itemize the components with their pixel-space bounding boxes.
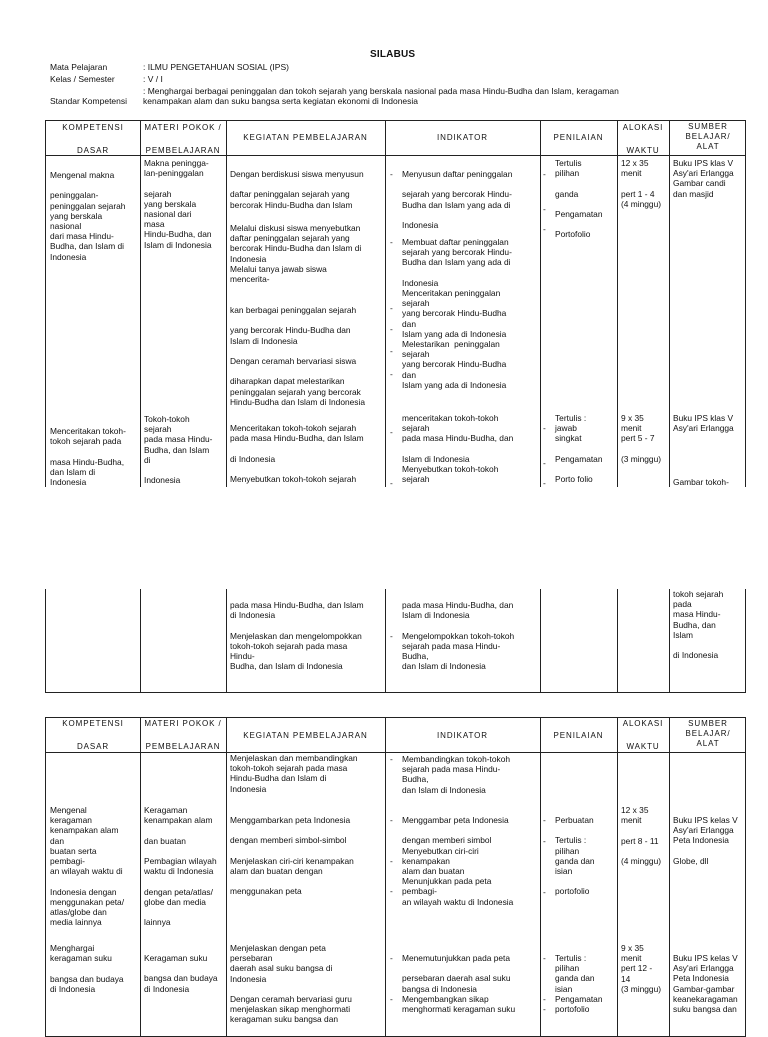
list-bullet: - xyxy=(390,237,393,247)
header-materi: MATERI POKOK / PEMBELAJARAN xyxy=(144,123,222,156)
list-bullet: - xyxy=(390,953,393,963)
materi-cell: Keragaman suku bangsa dan budaya di Indonesia xyxy=(144,953,218,994)
sumber-cell: Buku IPS klas V Asy'ari Erlangga xyxy=(673,413,734,434)
indikator-cell: Membandingkan tokoh-tokoh sejarah pada masa Hindu- Budha, dan Islam di Indonesia xyxy=(402,754,511,795)
kd-cell: Mengenal makna peninggalan- peninggalan sejarah yang berskala nasional dari masa Hindu- Budha, dan Islam di Indonesia xyxy=(50,170,126,262)
penilaian-cell: Tertulis : jawab singkat Pengamatan Porto folio xyxy=(555,413,603,485)
list-bullet: - xyxy=(543,1004,546,1014)
list-bullet: - xyxy=(390,303,393,313)
sumber-cell: tokoh sejarah pada masa Hindu- Budha, dan Islam di Indonesia xyxy=(673,589,724,661)
header-waktu: ALOKASI WAKTU xyxy=(622,123,664,156)
list-bullet: - xyxy=(543,169,546,179)
penilaian-cell: Perbuatan Tertulis : pilihan ganda dan isian portofolio xyxy=(555,815,595,897)
list-bullet: - xyxy=(543,423,546,433)
header-waktu: ALOKASI WAKTU xyxy=(622,719,664,752)
header-kd: KOMPETENSI DASAR xyxy=(62,123,124,156)
list-bullet: - xyxy=(390,754,393,764)
list-bullet: - xyxy=(390,478,393,488)
penilaian-cell: Tertulis pilihan ganda Pengamatan Portofolio xyxy=(555,158,603,240)
sumber-cell: Buku IPS kelas V Asy'ari Erlangga Peta Indonesia Globe, dll xyxy=(673,815,738,866)
silabus-table-3 xyxy=(45,717,746,1037)
waktu-cell: 12 x 35 menit pert 8 - 11 (4 minggu) xyxy=(621,805,662,867)
list-bullet: - xyxy=(390,994,393,1004)
kelas-label: Kelas / Semester xyxy=(50,74,115,84)
sumber-cell: Buku IPS kelas V Asy'ari Erlangga Peta Indonesia Gambar-gambar keanekaragaman suku bangsa dan xyxy=(673,953,738,1015)
list-bullet: - xyxy=(390,346,393,356)
header-indikator: INDIKATOR xyxy=(437,731,488,740)
list-bullet: - xyxy=(390,369,393,379)
kd-cell: Mengenal keragaman kenampakan alam dan buatan serta pembagi- an wilayah waktu di Indonesia dengan menggunakan peta/ atlas/globe dan media lainnya xyxy=(50,805,125,928)
materi-cell: Tokoh-tokoh sejarah pada masa Hindu- Budha, dan Islam di Indonesia xyxy=(144,414,213,486)
header-kd: KOMPETENSI DASAR xyxy=(62,719,124,752)
waktu-cell: 9 x 35 menit pert 5 - 7 (3 minggu) xyxy=(621,413,662,464)
kegiatan-cell: kan berbagai peninggalan sejarah yang bercorak Hindu-Budha dan Islam di Indonesia Dengan ceramah bervariasi siswa diharapkan dapat melestarikan peninggalan sejarah yang bercorak Hindu-Budha dan Islam di Indonesia xyxy=(230,305,366,407)
list-bullet: - xyxy=(543,204,546,214)
materi-cell: Keragaman kenampakan alam dan buatan Pembagian wilayah waktu di Indonesia dengan peta/atlas/ globe dan media lainnya xyxy=(144,805,217,928)
silabus-table-1 xyxy=(45,120,746,487)
sk-value-line2: kenampakan alam dan suku bangsa serta kegiatan ekonomi di Indonesia xyxy=(143,96,419,106)
header-kegiatan: KEGIATAN PEMBELAJARAN xyxy=(243,731,368,740)
header-penilaian: PENILAIAN xyxy=(553,133,604,142)
mapel-label: Mata Pelajaran xyxy=(50,62,108,72)
header-kegiatan: KEGIATAN PEMBELAJARAN xyxy=(243,133,368,142)
list-bullet: - xyxy=(390,169,393,179)
list-bullet: - xyxy=(390,324,393,334)
kegiatan-cell: Menceritakan tokoh-tokoh sejarah pada masa Hindu-Budha, dan Islam di Indonesia Menyebutkan tokoh-tokoh sejarah xyxy=(230,423,364,485)
kd-cell: Menghargai keragaman suku bangsa dan budaya di Indonesia xyxy=(50,943,124,994)
mapel-value: : ILMU PENGETAHUAN SOSIAL (IPS) xyxy=(143,62,289,72)
list-bullet: - xyxy=(543,815,546,825)
sumber-cell: Gambar tokoh- xyxy=(673,477,729,487)
list-bullet: - xyxy=(543,478,546,488)
list-bullet: - xyxy=(543,836,546,846)
list-bullet: - xyxy=(543,224,546,234)
kegiatan-cell: Melalui diskusi siswa menyebutkan daftar peninggalan sejarah yang bercorak Hindu-Budha dan Islam di Indonesia Melalui tanya jawab siswa mencerita- xyxy=(230,223,362,285)
list-bullet: - xyxy=(390,427,393,437)
penilaian-cell: Tertulis : pilihan ganda dan isian Pengamatan portofolio xyxy=(555,953,603,1015)
indikator-cell: Menyusun daftar peninggalan sejarah yang bercorak Hindu- Budha dan Islam yang ada di Indonesia xyxy=(402,169,513,231)
sumber-cell: Buku IPS klas V Asy'ari Erlangga Gambar candi dan masjid xyxy=(673,158,734,199)
header-penilaian: PENILAIAN xyxy=(553,731,604,740)
kegiatan-cell: Menjelaskan dan membandingkan tokoh-tokoh sejarah pada masa Hindu-Budha dan Islam di Indonesia xyxy=(230,753,358,794)
list-bullet: - xyxy=(390,886,393,896)
kd-cell: Menceritakan tokoh- tokoh sejarah pada masa Hindu-Budha, dan Islam di Indonesia xyxy=(50,426,126,488)
list-bullet: - xyxy=(543,887,546,897)
list-bullet: - xyxy=(543,994,546,1004)
page-title: SILABUS xyxy=(370,49,416,60)
indikator-cell: menceritakan tokoh-tokoh sejarah pada masa Hindu-Budha, dan Islam di Indonesia Menyebutkan tokoh-tokoh sejarah xyxy=(402,413,514,485)
list-bullet: - xyxy=(543,953,546,963)
header-sumber: SUMBER BELAJAR/ ALAT xyxy=(685,122,731,151)
indikator-cell: Membuat daftar peninggalan sejarah yang bercorak Hindu- Budha dan Islam yang ada di Indonesia Menceritakan peninggalan sejarah yang bercorak Hindu-Budha dan Islam yang ada di Indonesia Melestarikan peninggalan sejarah yang bercorak Hindu-Budha dan Islam yang ada di Indonesia xyxy=(402,237,512,390)
header-materi: MATERI POKOK / PEMBELAJARAN xyxy=(144,719,222,752)
indikator-cell: Menggambar peta Indonesia dengan memberi simbol Menyebutkan ciri-ciri kenampakan alam dan buatan Menunjukkan pada peta pembagi- an wilayah waktu di Indonesia xyxy=(402,815,514,907)
kegiatan-cell: Menjelaskan dengan peta persebaran daerah asal suku bangsa di Indonesia Dengan ceramah bervariasi guru menjelaskan sikap menghormati keragaman suku bangsa dan xyxy=(230,943,352,1025)
indikator-cell: pada masa Hindu-Budha, dan Islam di Indonesia Mengelompokkan tokoh-tokoh sejarah pada masa Hindu- Budha, dan Islam di Indonesia xyxy=(402,600,515,672)
list-bullet: - xyxy=(390,856,393,866)
kegiatan-cell: Menggambarkan peta Indonesia dengan memberi simbol-simbol Menjelaskan ciri-ciri kenampakan alam dan buatan dengan menggunakan peta xyxy=(230,815,354,897)
list-bullet: - xyxy=(390,631,393,641)
list-bullet: - xyxy=(390,815,393,825)
header-indikator: INDIKATOR xyxy=(437,133,488,142)
waktu-cell: 9 x 35 menit pert 12 - 14 (3 minggu) xyxy=(621,943,662,994)
silabus-table-2 xyxy=(45,589,746,693)
list-bullet: - xyxy=(543,458,546,468)
header-sumber: SUMBER BELAJAR/ ALAT xyxy=(685,719,731,748)
waktu-cell: 12 x 35 menit pert 1 - 4 (4 minggu) xyxy=(621,158,662,209)
sk-value-line1: : Menghargai berbagai peninggalan dan tokoh sejarah yang berskala nasional pada masa Hindu-Budha dan Islam, keragaman xyxy=(143,86,619,96)
sk-label: Standar Kompetensi xyxy=(50,96,128,106)
kegiatan-cell: Dengan berdiskusi siswa menyusun daftar peninggalan sejarah yang bercorak Hindu-Budha dan Islam xyxy=(230,169,364,210)
materi-cell: Makna peningga- lan-peninggalan sejarah yang berskala nasional dari masa Hindu-Budha, dan Islam di Indonesia xyxy=(144,158,212,250)
kelas-value: : V / I xyxy=(143,74,163,84)
kegiatan-cell: pada masa Hindu-Budha, dan Islam di Indonesia Menjelaskan dan mengelompokkan tokoh-tokoh sejarah pada masa Hindu- Budha, dan Islam di Indonesia xyxy=(230,600,364,672)
indikator-cell: Menemutunjukkan pada peta persebaran daerah asal suku bangsa di Indonesia Mengembangkan sikap menghormati keragaman suku xyxy=(402,953,516,1015)
